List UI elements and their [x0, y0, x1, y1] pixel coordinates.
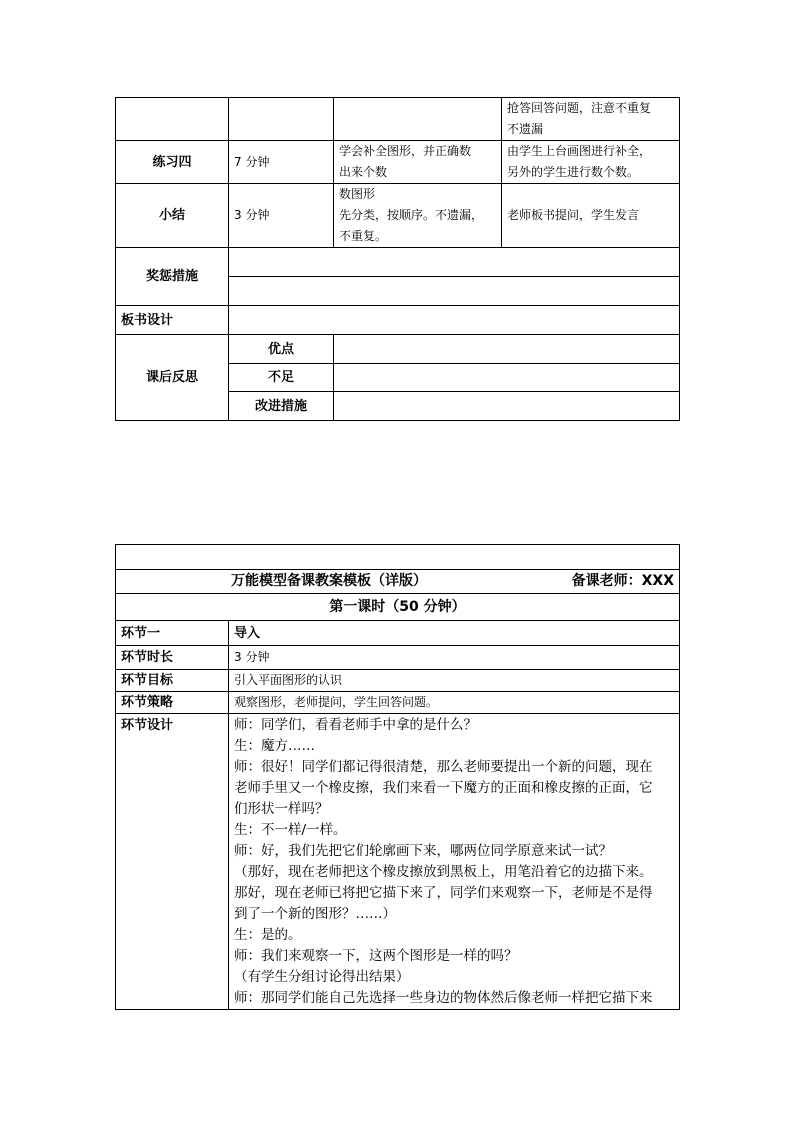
cell-text: 抢答回答问题，注意不重复 [507, 101, 652, 115]
cell-text: 不遗漏 [507, 122, 544, 136]
design-content [229, 714, 680, 1010]
dialogue-line: （有学生分组讨论得出结果） [234, 969, 410, 985]
table-row [116, 545, 680, 570]
table-row [116, 306, 680, 335]
table-row [116, 646, 680, 670]
row-value: 导入 [229, 621, 680, 646]
lesson-plan-template-table [115, 544, 680, 1010]
improvements-cell [334, 392, 680, 421]
advantages-label: 优点 [229, 335, 334, 364]
advantages-cell [334, 335, 680, 364]
title-row [116, 570, 680, 594]
dialogue-line: 师：那同学们能自己先选择一些身边的物体然后像老师一样把它描下来 [234, 990, 653, 1006]
table-row [116, 184, 680, 248]
row-label: 环节策略 [116, 692, 229, 714]
table-cell [334, 98, 502, 141]
table-row [116, 621, 680, 646]
table-row [116, 594, 680, 621]
dialogue-line: 生：是的。 [234, 927, 302, 943]
lesson-plan-table-continued [115, 97, 680, 421]
row-label: 小结 [116, 184, 229, 248]
dialogue-line: 师：同学们，看看老师手中拿的是什么？ [234, 717, 477, 733]
cell-text: 不重复。 [339, 229, 388, 243]
dialogue-line: 师：很好！同学们都记得很清楚，那么老师要提出一个新的问题，现在 [234, 759, 653, 775]
table-row [116, 141, 680, 184]
duration-cell: 3 分钟 [229, 184, 334, 248]
board-cell [229, 306, 680, 335]
row-value: 观察图形，老师提问，学生回答问题。 [229, 692, 680, 714]
cell-text: 出来个数 [339, 165, 388, 179]
cell-text: 另外的学生进行数个数。 [507, 165, 640, 179]
lesson-heading: 第一课时（50 分钟） [116, 594, 680, 621]
improvements-label: 改进措施 [229, 392, 334, 421]
teacher-name: 备课老师：XXX [571, 573, 674, 589]
table-row [116, 248, 680, 277]
table-cell [502, 98, 680, 141]
reward-cell-1 [229, 248, 680, 277]
table-row [116, 98, 680, 141]
row-label: 环节时长 [116, 646, 229, 670]
row-label: 练习四 [116, 141, 229, 184]
dialogue-line: 师：我们来观察一下，这两个图形是一样的吗？ [234, 948, 518, 964]
duration-cell: 7 分钟 [229, 141, 334, 184]
shortcomings-cell [334, 364, 680, 392]
board-label: 板书设计 [116, 306, 229, 335]
table-row [116, 692, 680, 714]
table-cell [229, 98, 334, 141]
shortcomings-label: 不足 [229, 364, 334, 392]
cell-text: 先分类，按顺序。不遗漏， [339, 208, 484, 222]
dialogue-line: 生：魔方…… [234, 738, 315, 754]
row-label: 环节目标 [116, 670, 229, 692]
row-value: 引入平面图形的认识 [229, 670, 680, 692]
table-cell [116, 98, 229, 141]
dialogue-line: 师：好，我们先把它们轮廓画下来，哪两位同学原意来试一试？ [234, 843, 612, 859]
dialogue-line: 老师手里又一个橡皮擦，我们来看一下魔方的正面和橡皮擦的正面，它 [234, 780, 653, 796]
method-cell [502, 141, 680, 184]
dialogue-line: （那好，现在老师把这个橡皮擦放到黑板上，用笔沿着它的边描下来。 [234, 864, 653, 880]
reward-label: 奖惩措施 [116, 248, 229, 306]
cell-text: 学会补全图形，并正确数 [339, 144, 472, 158]
dialogue-line: 们形状一样吗？ [234, 801, 329, 817]
reflection-label: 课后反思 [116, 335, 229, 421]
table-row [116, 570, 680, 594]
goal-cell [334, 141, 502, 184]
blank-header-cell [116, 545, 680, 570]
method-cell: 老师板书提问，学生发言 [502, 184, 680, 248]
cell-text: 数图形 [339, 187, 376, 201]
reward-cell-2 [229, 277, 680, 306]
cell-text: 由学生上台画图进行补全， [507, 144, 652, 158]
row-label: 环节一 [116, 621, 229, 646]
dialogue-line: 那好，现在老师已将把它描下来了，同学们来观察一下，老师是不是得 [234, 885, 653, 901]
row-value: 3 分钟 [229, 646, 680, 670]
design-label: 环节设计 [116, 714, 229, 1010]
goal-cell [334, 184, 502, 248]
table-row [116, 670, 680, 692]
document-title: 万能模型备课教案模板（详版） [231, 573, 427, 589]
table-row [116, 335, 680, 364]
dialogue-line: 到了一个新的图形？……） [234, 906, 396, 922]
table-row [116, 714, 680, 1010]
dialogue-line: 生：不一样/一样。 [234, 822, 347, 838]
